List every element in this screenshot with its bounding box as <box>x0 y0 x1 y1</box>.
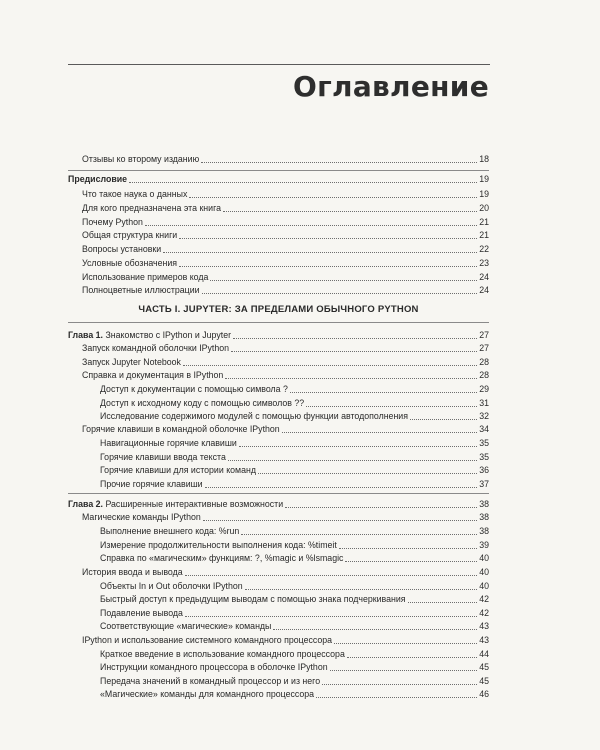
toc-entry[interactable]: Навигационные горячие клавиши 35 <box>100 438 489 448</box>
toc-entry-reviews[interactable]: Отзывы ко второму изданию 18 <box>82 154 489 164</box>
toc-entry[interactable]: Быстрый доступ к предыдущим выводам с помощью знака подчеркивания 42 <box>100 594 489 604</box>
toc-entry[interactable]: Выполнение внешнего кода: %run 38 <box>100 526 489 536</box>
toc-entry[interactable]: Объекты In и Out оболочки IPython 40 <box>100 581 489 591</box>
toc-entry[interactable]: Что такое наука о данных 19 <box>82 189 489 199</box>
toc-entry[interactable]: Условные обозначения 23 <box>82 258 489 268</box>
toc-entry[interactable]: Краткое введение в использование командного процессора 44 <box>100 649 489 659</box>
toc-entry-chapter-1[interactable]: Глава 1. Знакомство с IPython и Jupyter 27 <box>68 330 489 340</box>
toc-entry[interactable]: Горячие клавиши в командной оболочке IPython 34 <box>82 424 489 434</box>
toc-entry[interactable]: Общая структура книги 21 <box>82 230 489 240</box>
toc-entry[interactable]: Доступ к документации с помощью символа ? 29 <box>100 384 489 394</box>
section-divider <box>68 493 489 494</box>
toc-entry[interactable]: Запуск командной оболочки IPython 27 <box>82 343 489 353</box>
page-title: Оглавление <box>292 70 489 103</box>
toc-entry[interactable]: Для кого предназначена эта книга 20 <box>82 203 489 213</box>
toc-entry[interactable]: Горячие клавиши ввода текста 35 <box>100 452 489 462</box>
toc-entry[interactable]: Подавление вывода 42 <box>100 608 489 618</box>
section-divider <box>68 322 489 323</box>
section-divider <box>68 170 489 171</box>
toc-entry[interactable]: Полноцветные иллюстрации 24 <box>82 285 489 295</box>
toc-entry[interactable]: Передача значений в командный процессор и из него 45 <box>100 676 489 686</box>
toc-entry[interactable]: Доступ к исходному коду с помощью символов ?? 31 <box>100 398 489 408</box>
toc-entry[interactable]: Почему Python 21 <box>82 217 489 227</box>
toc-entry[interactable]: Измерение продолжительности выполнения кода: %timeit 39 <box>100 540 489 550</box>
toc-entry[interactable]: Инструкции командного процессора в оболочке IPython 45 <box>100 662 489 672</box>
toc-entry[interactable]: Исследование содержимого модулей с помощью функции автодополнения 32 <box>100 411 489 421</box>
toc-entry[interactable]: История ввода и вывода 40 <box>82 567 489 577</box>
part-heading: ЧАСТЬ I. JUPYTER: ЗА ПРЕДЕЛАМИ ОБЫЧНОГО PYTHON <box>138 304 419 315</box>
toc-entry[interactable]: Запуск Jupyter Notebook 28 <box>82 357 489 367</box>
header-rule <box>68 64 490 65</box>
toc-entry[interactable]: Прочие горячие клавиши 37 <box>100 479 489 489</box>
toc-entry[interactable]: Магические команды IPython 38 <box>82 512 489 522</box>
toc-entry[interactable]: IPython и использование системного командного процессора 43 <box>82 635 489 645</box>
toc-entry[interactable]: Соответствующие «магические» команды 43 <box>100 621 489 631</box>
toc-entry[interactable]: Вопросы установки 22 <box>82 244 489 254</box>
toc-entry[interactable]: «Магические» команды для командного процессора 46 <box>100 689 489 699</box>
toc-entry[interactable]: Использование примеров кода 24 <box>82 272 489 282</box>
toc-entry-chapter-2[interactable]: Глава 2. Расширенные интерактивные возможности 38 <box>68 499 489 509</box>
toc-entry[interactable]: Справка и документация в IPython 28 <box>82 370 489 380</box>
toc-entry[interactable]: Справка по «магическим» функциям: ?, %magic и %lsmagic 40 <box>100 553 489 563</box>
toc-entry[interactable]: Горячие клавиши для истории команд 36 <box>100 465 489 475</box>
toc-entry-preface[interactable]: Предисловие 19 <box>68 174 489 184</box>
